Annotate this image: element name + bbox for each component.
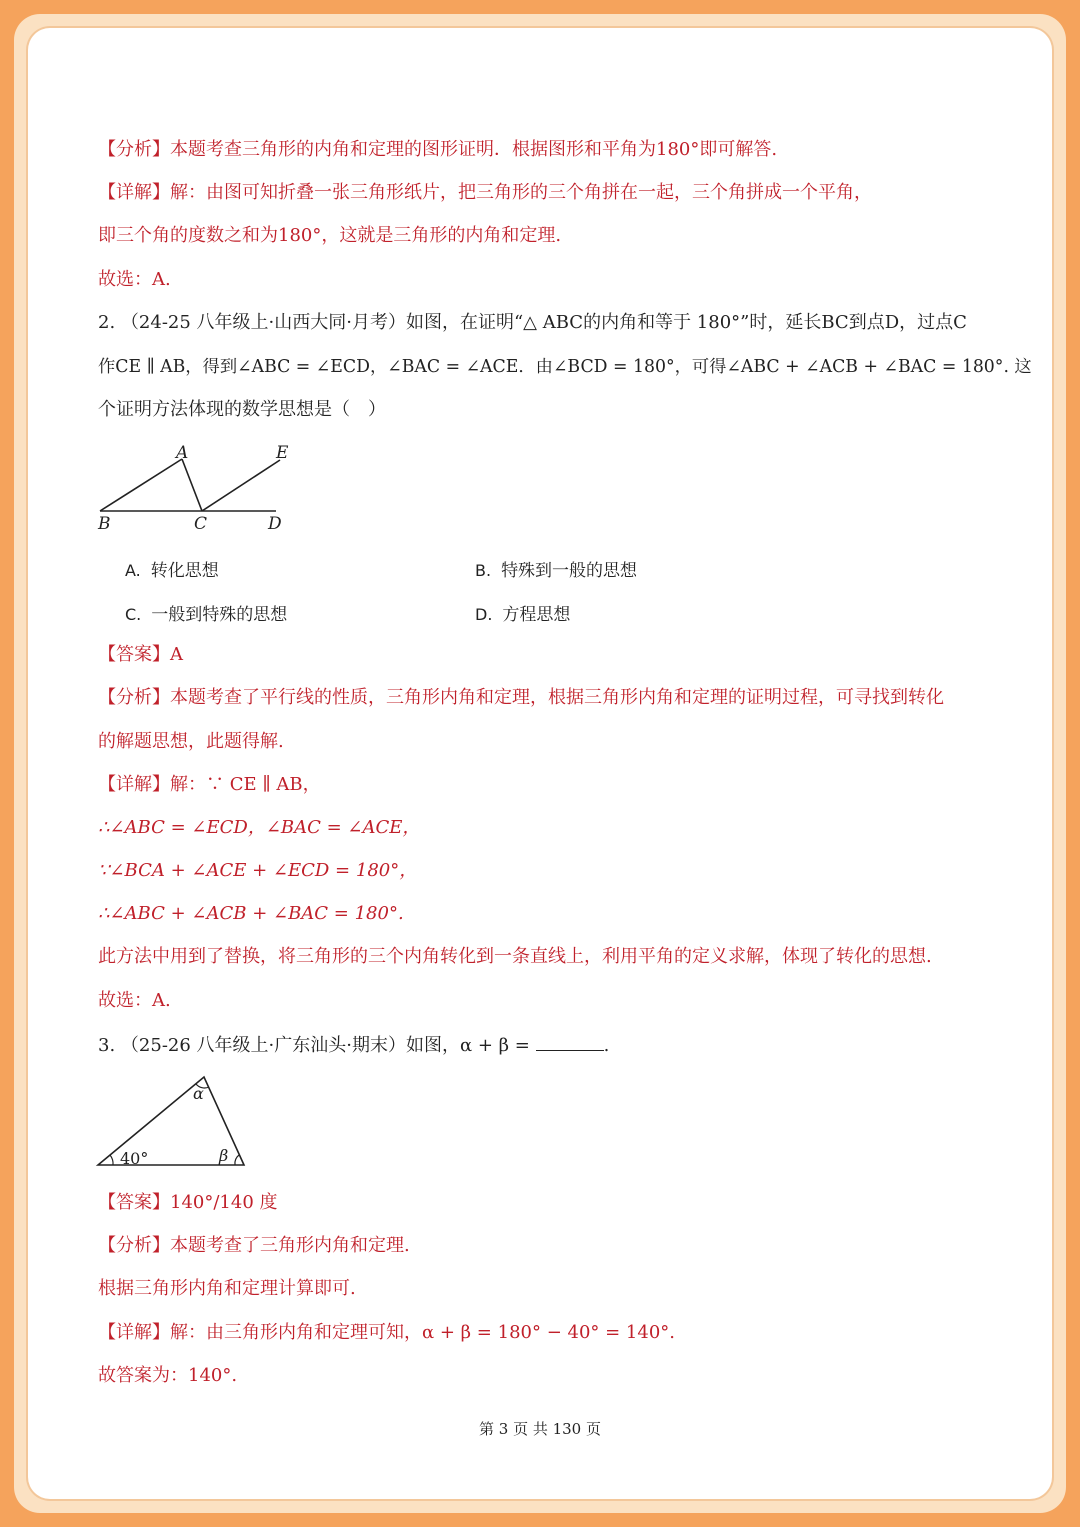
label-a: A xyxy=(176,443,189,463)
angle-arc-beta xyxy=(235,1155,239,1165)
option-label: C. xyxy=(125,605,142,624)
label-e: E xyxy=(276,443,289,463)
answer-text: 140°/140 度 xyxy=(170,1192,278,1213)
q2-figure xyxy=(90,438,310,538)
option-label: B. xyxy=(475,561,492,580)
option-label: A. xyxy=(125,561,141,580)
analysis-text: 本题考查了三角形内角和定理. xyxy=(170,1235,410,1256)
answer-text: A xyxy=(170,644,183,665)
q2-stem-line2: 作CE ∥ AB，得到∠ABC = ∠ECD，∠BAC = ∠ACE．由∠BCD = 180°，可得∠ABC + ∠ACB + ∠BAC = 180°. 这 xyxy=(98,357,1032,377)
label-c: C xyxy=(194,514,208,534)
line-ac xyxy=(182,459,202,511)
option-text: 特殊到一般的思想 xyxy=(501,561,638,581)
q3-source: （25-26 八年级上·广东汕头·期末） xyxy=(120,1035,406,1056)
detail-text: 解：∵ CE ∥ AB， xyxy=(170,774,321,795)
q2-detail xyxy=(98,773,998,797)
q1-analysis xyxy=(98,138,998,162)
line-ce xyxy=(202,460,280,511)
q2-detail-line2: ∴∠ABC = ∠ECD，∠BAC = ∠ACE， xyxy=(98,817,421,838)
q1-choose: 故选：A. xyxy=(98,269,171,290)
option-label: D. xyxy=(475,605,493,624)
q2-option-a[interactable] xyxy=(125,556,219,581)
q2-option-c[interactable] xyxy=(125,600,287,625)
answer-tag: 【答案】 xyxy=(98,644,170,665)
analysis-text: 本题考查三角形的内角和定理的图形证明．根据图形和平角为180°即可解答. xyxy=(170,139,778,160)
q3-detail xyxy=(98,1321,998,1345)
label-alpha: α xyxy=(193,1084,204,1103)
detail-tag: 【详解】 xyxy=(98,182,170,203)
q3-answer xyxy=(98,1191,998,1215)
option-text: 转化思想 xyxy=(150,561,219,581)
q2-analysis xyxy=(98,686,998,710)
detail-text: 解：由图可知折叠一张三角形纸片，把三角形的三个角拼在一起，三个角拼成一个平角， xyxy=(170,182,872,203)
q2-detail-line4: ∴∠ABC + ∠ACB + ∠BAC = 180°. xyxy=(98,903,404,924)
q2-option-b[interactable] xyxy=(475,556,637,581)
label-d: D xyxy=(268,514,282,534)
q1-detail xyxy=(98,181,998,205)
q3-stem-end: . xyxy=(603,1035,610,1056)
q3-stem-text: 如图，α + β = xyxy=(405,1035,530,1056)
detail-tag: 【详解】 xyxy=(98,774,170,795)
q2-source: （24-25 八年级上·山西大同·月考） xyxy=(120,312,406,333)
q2-stem-text: 如图，在证明“△ ABC的内角和等于 180°”时，延长BC到点D，过点C xyxy=(405,312,967,333)
q2-choose: 故选：A. xyxy=(98,990,171,1011)
page-footer: 第 3 页 共 130 页 xyxy=(478,1420,601,1438)
q2-detail-line5: 此方法中用到了替换，将三角形的三个内角转化到一条直线上，利用平角的定义求解，体现了转化的思想. xyxy=(98,946,932,967)
q2-stem-line3: 个证明方法体现的数学思想是（ ） xyxy=(98,399,386,420)
q2-analysis-line2: 的解题思想，此题得解. xyxy=(98,731,284,752)
analysis-tag: 【分析】 xyxy=(98,687,170,708)
analysis-tag: 【分析】 xyxy=(98,1235,170,1256)
q3-analysis-line2: 根据三角形内角和定理计算即可. xyxy=(98,1278,356,1299)
analysis-text: 本题考查了平行线的性质，三角形内角和定理，根据三角形内角和定理的证明过程，可寻找到转化 xyxy=(170,687,944,708)
detail-tag: 【详解】 xyxy=(98,1322,170,1343)
q1-detail-line2: 即三个角的度数之和为180°，这就是三角形的内角和定理. xyxy=(98,225,562,246)
q3-number: 3. xyxy=(98,1035,116,1056)
answer-blank[interactable] xyxy=(536,1032,604,1051)
analysis-tag: 【分析】 xyxy=(98,139,170,160)
q2-number: 2. xyxy=(98,312,116,333)
label-b: B xyxy=(98,514,111,534)
line-ba xyxy=(100,459,182,511)
angle-arc-40 xyxy=(110,1155,113,1165)
q3-analysis xyxy=(98,1234,998,1258)
q2-option-d[interactable] xyxy=(475,600,570,625)
angle-label-40: 40° xyxy=(120,1149,149,1168)
option-text: 方程思想 xyxy=(502,605,571,625)
q2-detail-line3: ∵∠BCA + ∠ACE + ∠ECD = 180°， xyxy=(98,860,418,881)
label-beta: β xyxy=(219,1146,229,1165)
q2-answer xyxy=(98,643,998,667)
q2-stem-line1 xyxy=(98,311,998,335)
q3-stem xyxy=(98,1032,998,1058)
q3-figure xyxy=(92,1072,252,1172)
q3-conclusion: 故答案为：140°. xyxy=(98,1365,238,1386)
detail-text: 解：由三角形内角和定理可知，α + β = 180° − 40° = 140°. xyxy=(170,1322,676,1343)
option-text: 一般到特殊的思想 xyxy=(151,605,288,625)
answer-tag: 【答案】 xyxy=(98,1192,170,1213)
